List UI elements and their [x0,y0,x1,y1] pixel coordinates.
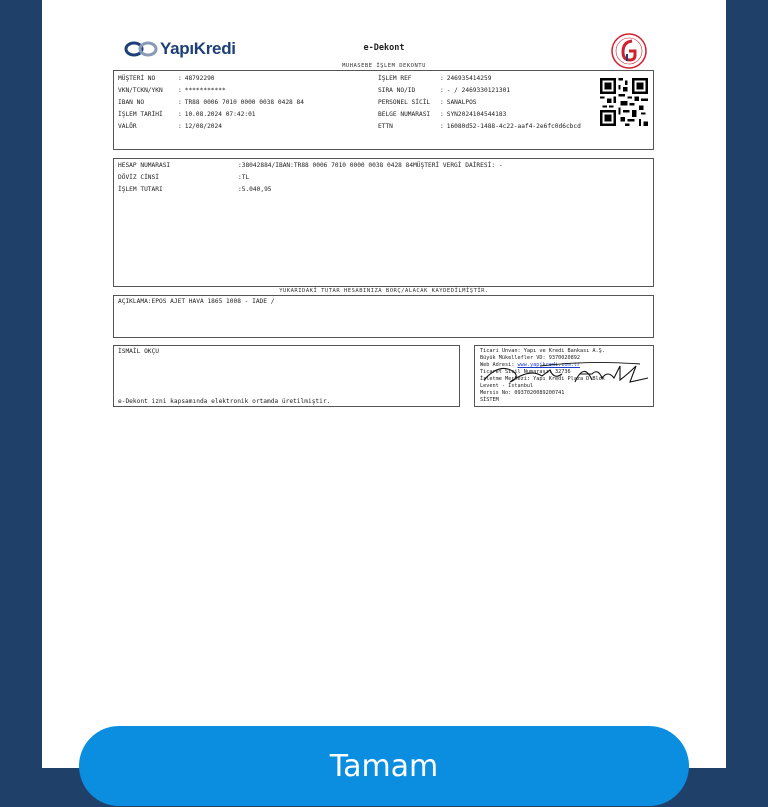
footer-note: e-Dekont izni kapsamında elektronik ortamda üretilmiştir. [118,398,331,405]
bank-web-link[interactable]: www.yapikredi.com.tr [517,362,580,368]
account-row: İŞLEM TUTARI :5.040,95 [118,186,272,193]
info-row: MÜŞTERİ NO : 48792290 [118,75,215,82]
section-title: MUHASEBE İŞLEM DEKONTU [342,63,426,69]
info-row: BELGE NUMARASI : SYN2024104544183 [378,111,507,118]
description-text: AÇIKLAMA:EPOS AJET HAVA 1865 1008 - IADE / [118,298,275,305]
customer-name: İSMAİL OKÇU [118,348,159,355]
info-row: IBAN NO : TR88 0006 7010 0000 0038 0428 84 [118,99,304,106]
info-row: VALÖR : 12/08/2024 [118,123,222,130]
yapikredi-logo [124,38,236,60]
info-row: İŞLEM TARİHİ : 10.08.2024 07:42:01 [118,111,256,118]
info-row: PERSONEL SİCİL : SANALPOS [378,99,477,106]
brand-name: YapıKredi [160,39,236,58]
document-title: e-Dekont [363,43,405,53]
info-row: VKN/TCKN/YKN : *********** [118,87,226,94]
transaction-info-box [113,70,654,150]
bank-system-line: SİSTEM [480,397,499,403]
bank-tax-line: Büyük Mükellefler VD: 9370020892 [480,355,580,361]
bank-registry-line: Ticaret Sicil Numarası: 32736 [480,369,571,375]
account-row: HESAP NUMARASI :38042884/IBAN:TR88 0006 7010 0000 0038 0428 84MÜŞTERİ VERGİ DAİRESİ: - [118,162,503,169]
bank-title-line: Ticari Unvan: Yapı ve Kredi Bankası A.Ş. [480,348,605,354]
bank-hq-line: İşletme Merkezi: Yapı Kredi Plaza D Blok [480,376,605,382]
bank-web-line: Web Adresi: www.yapikredi.com.tr [480,362,580,368]
signature-icon [480,358,650,388]
qr-code-icon [600,78,648,126]
debit-credit-notice: YUKARIDAKİ TUTAR HESABINIZA BORÇ/ALACAK KAYDEDİLMİŞTİR. [279,288,489,294]
ok-button[interactable]: Tamam [79,726,689,806]
bank-mersis-line: Mersis No: 0937020089200741 [480,390,565,396]
info-row: İŞLEM REF : 246935414259 [378,75,492,82]
info-row: ETTN : 16080d52-1488-4c22-aaf4-2e6fc0d6cbcd [378,123,581,130]
account-row: DÖVİZ CİNSİ :TL [118,174,250,181]
info-row: SIRA NO/ID : - / 2469330121301 [378,87,511,94]
yapikredi-logo-icon [124,40,158,58]
bank-city-line: Levent - İstanbul [480,383,534,389]
